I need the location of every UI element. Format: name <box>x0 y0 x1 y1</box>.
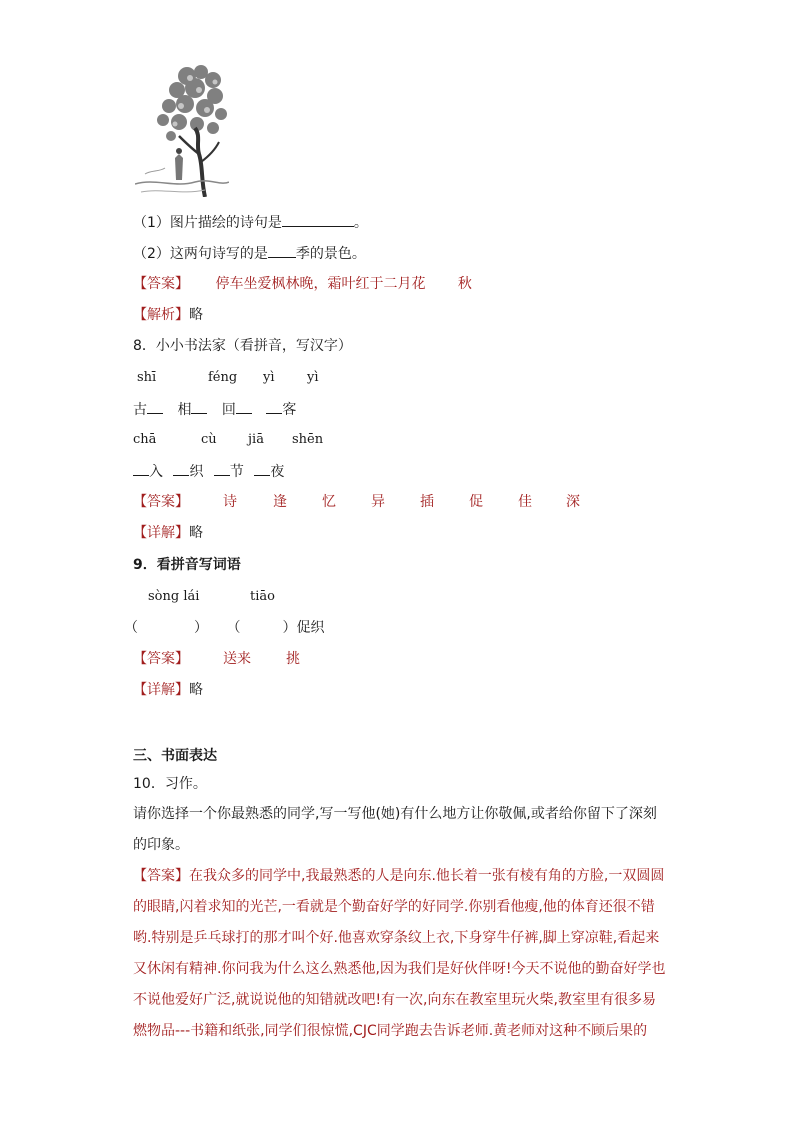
q9-blanks-row <box>124 618 324 638</box>
q8-blank-4 <box>266 399 282 414</box>
q8-pinyin-4: yì <box>307 370 319 385</box>
poem-question-1-end: 。 <box>353 215 368 231</box>
q8-pinyin-3: yì <box>263 370 275 385</box>
q8-blank-8 <box>254 461 270 476</box>
q8-detail <box>133 523 203 543</box>
q8-answer-7: 佳 <box>518 494 532 510</box>
q8-char-8: 夜 <box>270 464 285 480</box>
maple-tree-figure-image <box>135 62 229 197</box>
q8-pinyin-8: shēn <box>292 432 324 447</box>
q8-char-5: 入 <box>149 464 163 480</box>
q8-answer-4: 异 <box>371 494 385 510</box>
poem-question-2 <box>133 243 366 264</box>
q9-detail-tag: 【详解】 <box>133 682 189 698</box>
q10-title: 10．习作。 <box>133 776 207 792</box>
poem-answer-season: 秋 <box>457 276 472 292</box>
poem-question-2-blank <box>268 243 296 258</box>
poem-question-2-text-a: （2）这两句诗写的是 <box>133 246 268 262</box>
essay-line-3: 哟.特别是乒乓球打的那才叫个好.他喜欢穿条纹上衣,下身穿牛仔裤,脚上穿凉鞋,看起来 <box>133 930 660 946</box>
q8-answer-label <box>133 492 189 512</box>
q9-answer-2: 挑 <box>286 651 300 667</box>
q9-title: 9．看拼音写词语 <box>133 557 241 573</box>
q8-blank-5 <box>133 461 149 476</box>
q8-title: 8．小小书法家（看拼音，写汉字） <box>133 338 352 354</box>
q8-chars-row-1 <box>133 399 296 420</box>
q8-detail-tag: 【详解】 <box>133 525 189 541</box>
q9-detail-text: 略 <box>189 682 203 698</box>
q8-answer-8: 深 <box>566 494 580 510</box>
poem-illustration <box>135 62 229 197</box>
answer-tag: 【答案】 <box>133 276 189 292</box>
q8-answer-tag: 【答案】 <box>133 494 189 510</box>
q8-blank-1 <box>147 399 163 414</box>
q8-detail-text: 略 <box>189 525 203 541</box>
q8-answer-2: 逢 <box>273 494 287 510</box>
essay-line-2: 的眼睛,闪着求知的光芒,一看就是个勤奋好学的好同学.你别看他瘦,他的体育还很不错 <box>133 899 655 915</box>
q9-answer-tag: 【答案】 <box>133 651 189 667</box>
q8-answer-6: 促 <box>469 494 483 510</box>
essay-line-1-text: 在我众多的同学中,我最熟悉的人是向东.他长着一张有棱有角的方脸,一双圆圆 <box>189 868 665 884</box>
q8-char-1: 古 <box>133 402 147 418</box>
q8-answer-5: 插 <box>420 494 434 510</box>
q10-answer-essay <box>133 861 668 1047</box>
poem-answer <box>133 274 472 294</box>
q8-pinyin-2: féng <box>208 370 238 385</box>
q8-answer-1: 诗 <box>223 494 237 510</box>
q8-answer-3: 忆 <box>322 494 336 510</box>
essay-line-1 <box>133 861 668 892</box>
q8-char-6: 织 <box>189 464 204 480</box>
analysis-tag: 【解析】 <box>133 307 189 323</box>
q8-char-4: 客 <box>282 402 297 418</box>
essay-line-4: 又休闲有精神.你问我为什么这么熟悉他,因为我们是好伙伴呀!今天不说他的勤奋好学也 <box>133 961 666 977</box>
essay-line-6: 燃物品---书籍和纸张,同学们很惊慌,CJC同学跑去告诉老师.黄老师对这种不顾后果的 <box>133 1023 648 1039</box>
q9-pinyin-2: tiāo <box>250 589 275 604</box>
q8-pinyin-7: jiā <box>248 432 264 447</box>
q8-pinyin-1: shī <box>137 370 157 385</box>
q9-answer-1: 送来 <box>223 651 251 667</box>
q9-paren-1: （ ） <box>124 620 208 636</box>
poem-question-1-blank <box>282 212 354 227</box>
q9-suffix-2: 促织 <box>296 620 325 636</box>
q8-blank-2 <box>191 399 207 414</box>
q9-detail <box>133 680 203 700</box>
q8-pinyin-6: cù <box>201 432 217 447</box>
essay-line-5: 不说他爱好广泛,就说说他的知错就改吧!有一次,向东在教室里玩火柴,教室里有很多易 <box>133 992 656 1008</box>
poem-question-2-text-b: 季的景色。 <box>295 246 366 262</box>
q9-answer <box>133 649 189 669</box>
q8-blank-7 <box>214 461 230 476</box>
q10-answer-tag: 【答案】 <box>133 868 189 884</box>
q8-blank-6 <box>173 461 189 476</box>
analysis-text: 略 <box>189 307 203 323</box>
q8-chars-row-2 <box>133 461 284 482</box>
q8-char-7: 节 <box>229 464 244 480</box>
poem-question-1 <box>133 212 368 233</box>
poem-analysis <box>133 305 203 325</box>
poem-question-1-text: （1）图片描绘的诗句是 <box>133 215 282 231</box>
q10-prompt <box>133 799 668 861</box>
q8-pinyin-5: chā <box>133 432 157 447</box>
section-3-heading: 三、书面表达 <box>133 748 217 764</box>
q8-char-2: 相 <box>177 402 192 418</box>
q8-char-3: 回 <box>221 402 236 418</box>
q10-prompt-line-2: 的印象。 <box>133 837 189 853</box>
q8-blank-3 <box>236 399 252 414</box>
poem-answer-line: 停车坐爱枫林晚，霜叶红于二月花 <box>215 276 426 292</box>
q9-pinyin-1: sòng lái <box>148 589 200 604</box>
q9-paren-2: （ ） <box>226 620 297 636</box>
q10-prompt-line-1: 请你选择一个你最熟悉的同学,写一写他(她)有什么地方让你敬佩,或者给你留下了深刻 <box>133 806 657 822</box>
